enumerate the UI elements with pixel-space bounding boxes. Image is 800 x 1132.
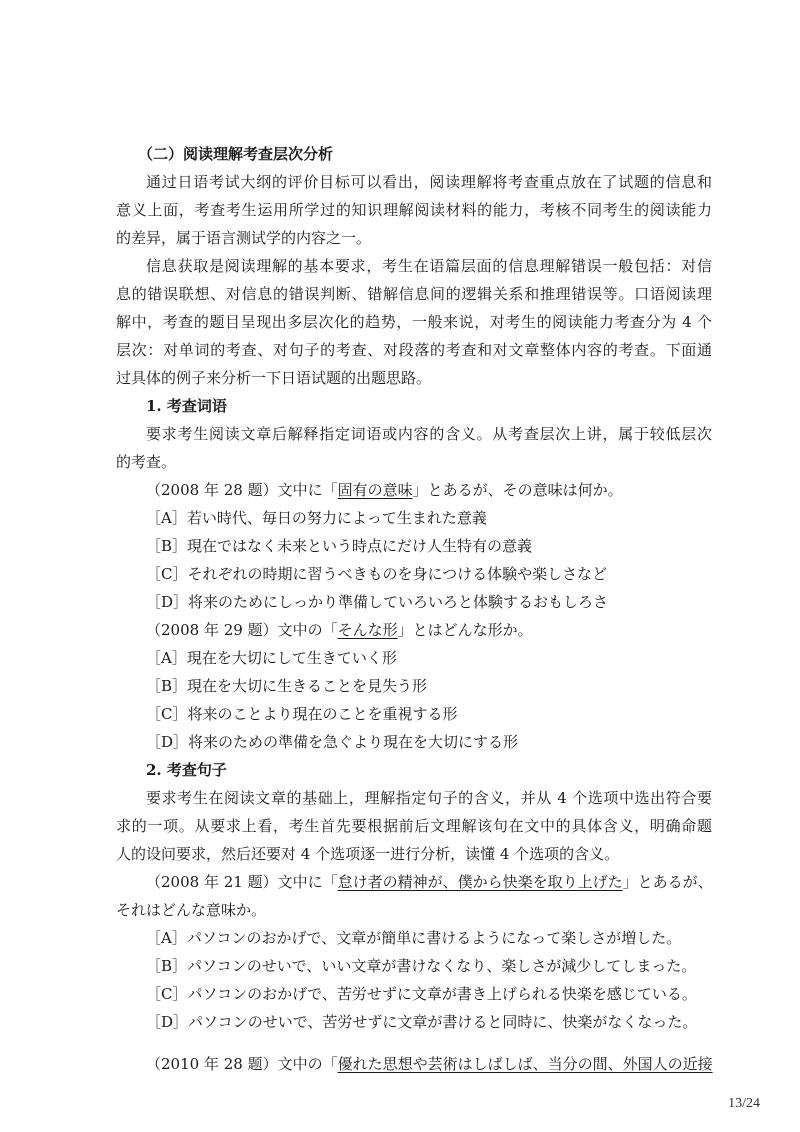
section1-desc-1: 要求考生阅读文章后解释指定词语或内容的含义。从考查层次上讲，属于较低层次: [146, 425, 712, 443]
para2-line-1: 信息获取是阅读理解的基本要求，考生在语篇层面的信息理解错误一般包括：对信: [146, 257, 712, 275]
question-2008-28: （2008 年 28 题）文中に「固有の意味」とあるが、その意味は何か。: [146, 481, 623, 499]
intro-line-1: 通过日语考试大纲的评价目标可以看出，阅读理解将考查重点放在了试题的信息和: [146, 173, 712, 191]
para2-line-4: 层次：对单词的考查、对句子的考查、对段落的考查和对文章整体内容的考查。下面通: [116, 341, 712, 359]
section2-desc-2: 求的一项。从要求上看，考生首先要根据前后文理解该句在文中的具体含义，明确命题: [116, 817, 712, 835]
q3-option-a: ［A］パソコンのおかげで、文章が簡単に書けるようになって楽しさが増した。: [146, 929, 682, 947]
section1-desc-2: 的考查。: [116, 453, 177, 471]
q1-option-b: ［B］現在ではなく未来という時点にだけ人生特有の意義: [146, 537, 533, 555]
q3-option-b: ［B］パソコンのせいで、いい文章が書けなくなり、楽しさが減少してしまった。: [146, 957, 697, 975]
intro-line-2: 意义上面，考查考生运用所学过的知识理解阅读材料的能力，考核不同考生的阅读能力: [116, 201, 712, 219]
q3-option-c: ［C］パソコンのおかげで、苦労せずに文章が書き上げられる快楽を感じている。: [146, 985, 697, 1003]
section-title: （二）阅读理解考查层次分析: [138, 145, 334, 163]
intro-line-3: 的差异，属于语言测试学的内容之一。: [116, 229, 372, 247]
spacer: [116, 1036, 712, 1050]
para2-line-5: 过具体的例子来分析一下日语试题的出题思路。: [116, 369, 432, 387]
question-2008-21: （2008 年 21 题）文中に「怠け者の精神が、僕から快楽を取り上げた」とあるが、: [146, 873, 713, 891]
q2-option-a: ［A］現在を大切にして生きていく形: [146, 649, 397, 667]
q1-option-a: ［A］若い時代、毎日の努力によって生まれた意義: [146, 509, 487, 527]
document-body: [116, 140, 712, 1078]
q2-option-c: ［C］将来のことより現在のことを重視する形: [146, 705, 458, 723]
question-2008-21-cont: それはどんな意味か。: [116, 901, 267, 919]
q1-option-c: ［C］それぞれの時期に習うべきものを身につける体験や楽しさなど: [146, 565, 608, 583]
section2-desc-3: 人的设问要求，然后还要对 4 个选项逐一进行分析，读懂 4 个选项的含义。: [116, 845, 620, 863]
q2-option-b: ［B］現在を大切に生きることを見失う形: [146, 677, 428, 695]
para2-line-2: 息的错误联想、对信息的错误判断、错解信息间的逻辑关系和推理错误等。口语阅读理: [116, 285, 712, 303]
question-2010-28: （2010 年 28 题）文中の「優れた思想や芸術はしばしば、当分の間、外国人の近接: [146, 1055, 713, 1073]
q2-option-d: ［D］将来のための準備を急ぐより現在を大切にする形: [146, 733, 519, 751]
section2-desc-1: 要求考生在阅读文章的基础上，理解指定句子的含义，并从 4 个选项中选出符合要: [146, 789, 712, 807]
para2-line-3: 解中，考查的题目呈现出多层次化的趋势，一般来说，对考生的阅读能力考查分为 4 个: [116, 313, 712, 331]
question-2008-29: （2008 年 29 题）文中の「そんな形」とはどんな形か。: [146, 621, 533, 639]
section1-heading: 1. 考查词语: [146, 397, 227, 415]
section2-heading: 2. 考查句子: [146, 761, 227, 779]
page-number: 13/24: [728, 1096, 760, 1111]
q3-option-d: ［D］パソコンのせいで、苦労せずに文章が書けると同時に、快楽がなくなった。: [146, 1013, 698, 1031]
q1-option-d: ［D］将来のためにしっかり準備していろいろと体験するおもしろさ: [146, 593, 609, 611]
